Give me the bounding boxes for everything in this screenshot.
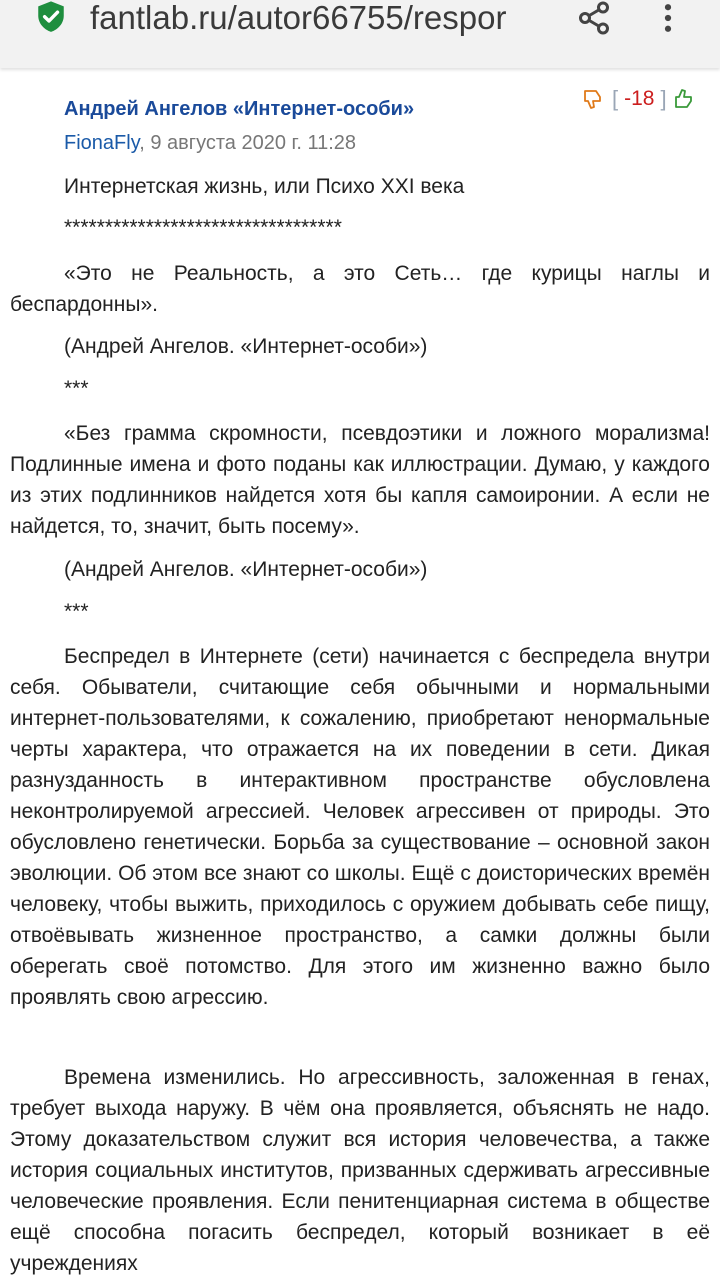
more-vert-icon[interactable] xyxy=(658,0,678,36)
author-link[interactable]: FionaFly xyxy=(64,132,140,154)
shield-check-icon xyxy=(34,0,68,34)
review-date: 9 августа 2020 г. 11:28 xyxy=(150,132,357,154)
share-icon[interactable] xyxy=(575,0,613,36)
paragraph-2: Времена изменились. Но агрессивность, заложенная в генах, требует выхода наружу. В чём она проявляется, объяснять не надо. Этому доказательством служит вся история человечества, а также история социальных институтов, призванных сдерживать агрессивные человеческие проявления. Если пенитенциарная система в обществе ещё способна погасить беспредел, который возникает в её учреждениях xyxy=(10,1066,710,1275)
url-text[interactable]: fantlab.ru/autor66755/respor xyxy=(90,0,507,36)
meta-separator: , xyxy=(139,132,151,154)
review-title[interactable]: Андрей Ангелов «Интернет-особи» xyxy=(64,98,415,120)
attribution-2: (Андрей Ангелов. «Интернет-особи») xyxy=(64,558,428,581)
review-meta xyxy=(64,132,356,155)
separator-1: *** xyxy=(64,377,89,400)
vote-score: -18 xyxy=(624,87,655,110)
thumbs-up-icon[interactable] xyxy=(673,87,697,111)
paragraph-1: Беспредел в Интернете (сети) начинается с беспредела внутри себя. Обыватели, считающие себя обычными и нормальными интернет-пользователями, к сожалению, приобретают ненормальные черты характера, что отражается на их поведении в сети. Дикая разнузданность в интерактивном пространстве обусловлена неконтролируемой агрессией. Человек агрессивен от природы. Это обусловлено генетически. Борьба за существование – основной закон эволюции. Об этом все знают со школы. Ещё с доисторических времён человеку, чтобы выжить, приходилось с оружием добывать себе пищу, отвоёвывать жизненное пространство, а самки должны были оберегать своё потомство. Для этого им жизненно важно было проявлять свою агрессию. xyxy=(10,645,710,1009)
stars-separator: ********************************** xyxy=(64,216,342,239)
separator-2: *** xyxy=(64,600,89,623)
attribution-1: (Андрей Ангелов. «Интернет-особи») xyxy=(64,335,428,358)
review-heading: Интернетская жизнь, или Психо XXI века xyxy=(64,175,465,198)
vote-bracket-open: [ xyxy=(612,86,619,111)
quote-1: «Это не Реальность, а это Сеть… где курицы наглы и беспардонны». xyxy=(10,262,710,316)
vote-widget xyxy=(582,82,720,116)
thumbs-down-icon[interactable] xyxy=(582,87,606,111)
vote-bracket-close: ] xyxy=(660,86,667,111)
quote-2: «Без грамма скромности, псевдоэтики и ложного морализма! Подлинные имена и фото поданы как иллюстрации. Думаю, у каждого из этих подлинников найдется хотя бы капля самоиронии. А если не найдется, то, значит, быть посему». xyxy=(10,422,710,538)
browser-address-bar[interactable] xyxy=(0,0,720,68)
